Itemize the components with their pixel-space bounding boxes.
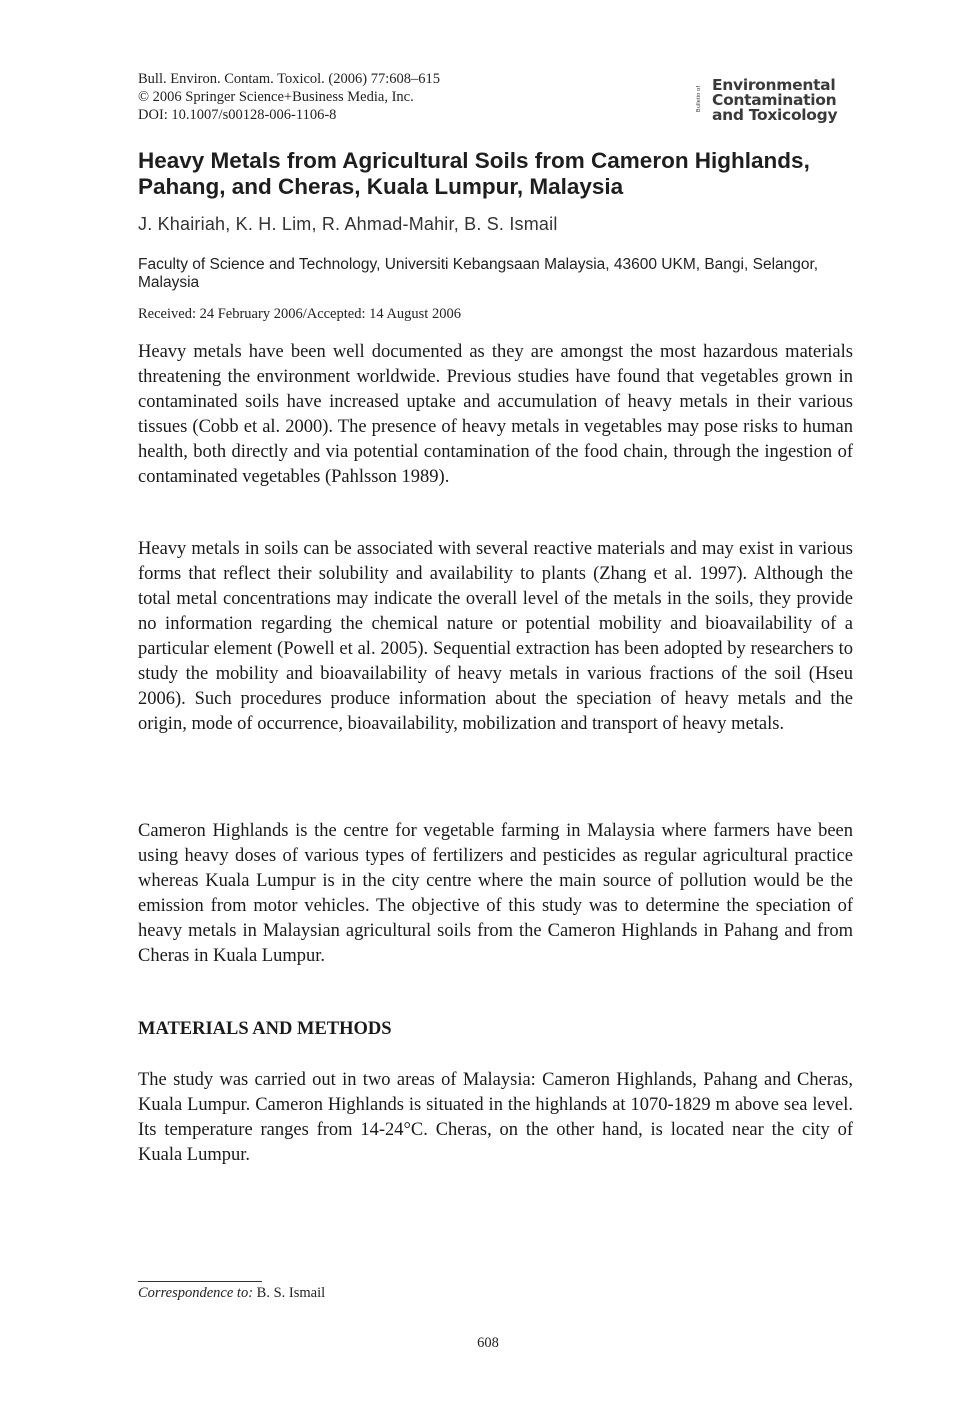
journal-logo-line-1: Environmental: [712, 76, 836, 94]
body-paragraph: Heavy metals have been well documented as they are amongst the most hazardous materials threatening the environment worldwide. Previous studies have found that vegetables grown in contaminated soils have increased uptake and accumulation of heavy metals in their various tissues (Cobb et al. 2000). The presence of heavy metals in vegetables may pose risks to human health, both directly and via potential contamination of the food chain, through the ingestion of contaminated vegetables (Pahlsson 1989).: [138, 342, 853, 487]
journal-logo-side: [696, 80, 710, 124]
citation-block: [138, 70, 440, 124]
body-paragraph: Cameron Highlands is the centre for vegetable farming in Malaysia where farmers have been using heavy doses of various types of fertilizers and pesticides as regular agricultural practice whereas Kuala Lumpur is in the city centre where the main source of pollution would be the emission from motor vehicles. The objective of this study was to determine the speciation of heavy metals in Malaysian agricultural soils from the Cameron Highlands in Pahang and from Cheras in Kuala Lumpur.: [138, 821, 853, 966]
footnote-name: B. S. Ismail: [256, 1285, 326, 1301]
authors: J. Khairiah, K. H. Lim, R. Ahmad-Mahir, B. S. Ismail: [138, 214, 558, 234]
citation-copyright: © 2006 Springer Science+Business Media, Inc.: [138, 89, 414, 105]
page-number: 608: [477, 1335, 499, 1351]
journal-logo-line-3: and Toxicology: [712, 106, 838, 124]
journal-logo: [696, 76, 868, 126]
footnote: [138, 1285, 325, 1302]
section-heading: MATERIALS AND METHODS: [138, 1019, 392, 1039]
footnote-divider: [138, 1281, 262, 1282]
journal-logo-side-text: Bulletin of: [696, 85, 703, 113]
citation-journal: Bull. Environ. Contam. Toxicol. (2006) 77:608–615: [138, 71, 440, 87]
body-paragraph: Heavy metals in soils can be associated with several reactive materials and may exist in various forms that reflect their solubility and availability to plants (Zhang et al. 1997). Although the total metal concentrations may indicate the overall level of the metals in the soils, they provide no information regarding the chemical nature or potential mobility and bioavailability of a particular element (Powell et al. 2005). Sequential extraction has been adopted by researchers to study the mobility and bioavailability of heavy metals in various fractions of the soil (Hseu 2006). Such procedures produce information about the speciation of heavy metals and the origin, mode of occurrence, bioavailability, mobilization and transport of heavy metals.: [138, 539, 853, 734]
citation-doi: DOI: 10.1007/s00128-006-1106-8: [138, 107, 337, 123]
received-dates: Received: 24 February 2006/Accepted: 14 August 2006: [138, 306, 461, 322]
journal-logo-wordmark: [712, 78, 837, 123]
paper-title: Heavy Metals from Agricultural Soils from Cameron Highlands, Pahang, and Cheras, Kuala Lumpur, Malaysia: [138, 148, 810, 199]
affiliation: Faculty of Science and Technology, Universiti Kebangsaan Malaysia, 43600 UKM, Bangi, Selangor, Malaysia: [138, 256, 819, 291]
methods-paragraph: The study was carried out in two areas of Malaysia: Cameron Highlands, Pahang and Cheras, Kuala Lumpur. Cameron Highlands is situated in the highlands at 1070-1829 m above sea level. Its temperature ranges from 14-24°C. Cheras, on the other hand, is located near the city of Kuala Lumpur.: [138, 1070, 853, 1165]
journal-logo-line-2: Contamination: [712, 91, 837, 109]
footnote-label: Correspondence to:: [138, 1285, 254, 1301]
